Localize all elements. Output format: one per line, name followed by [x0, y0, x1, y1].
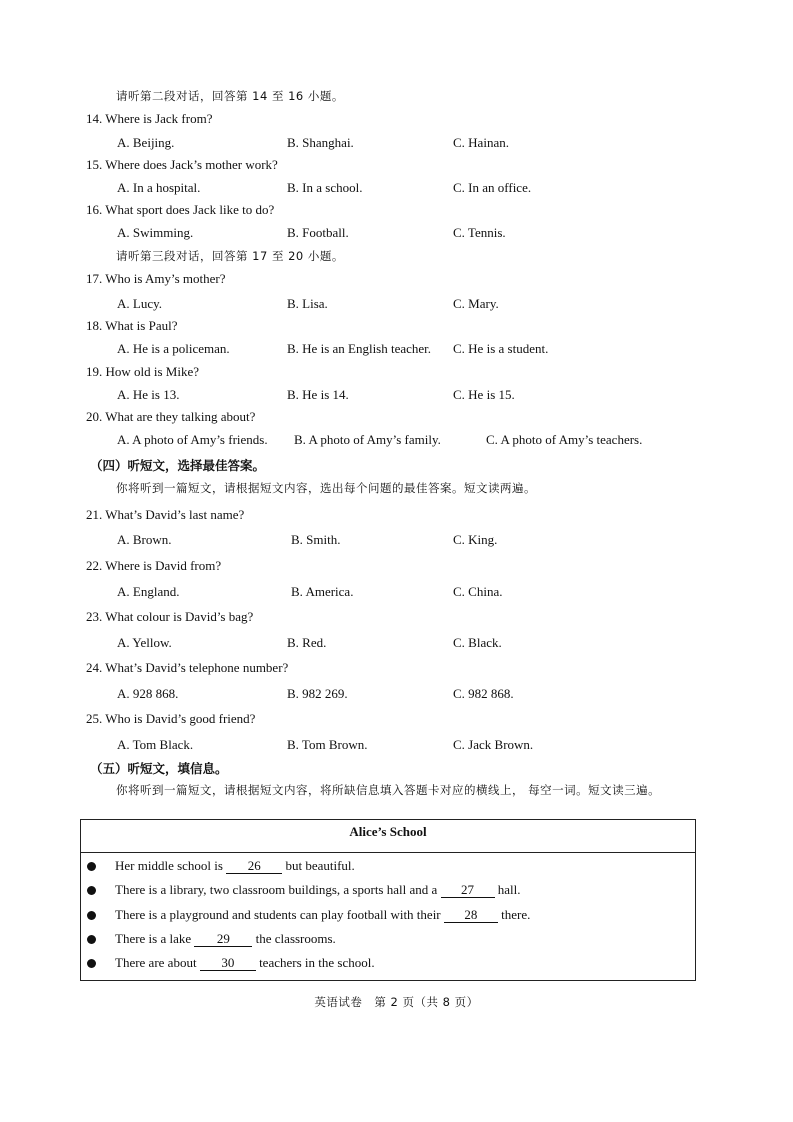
row-text-after: but beautiful.: [282, 858, 355, 873]
q19-option-c: C. He is 15.: [453, 387, 515, 402]
q18-option-a: A. He is a policeman.: [117, 341, 230, 356]
question-23: 23. What colour is David’s bag?: [86, 609, 254, 624]
q21-option-b: B. Smith.: [291, 532, 341, 547]
q18-option-c: C. He is a student.: [453, 341, 549, 356]
q14-option-c: C. Hainan.: [453, 135, 509, 150]
row-text-before: There is a library, two classroom buildings, a sports hall and a: [115, 882, 441, 897]
q17-option-c: C. Mary.: [453, 296, 499, 311]
q20-option-a: A. A photo of Amy’s friends.: [117, 432, 268, 447]
q21-option-a: A. Brown.: [117, 532, 172, 547]
part5-heading: （五）听短文，填信息。: [90, 761, 228, 776]
q24-option-a: A. 928 868.: [117, 686, 179, 701]
q17-option-a: A. Lucy.: [117, 296, 163, 311]
q22-option-a: A. England.: [117, 584, 180, 599]
table-title: Alice’s School: [81, 820, 695, 853]
part5-instruction: 你将听到一篇短文，请根据短文内容，将所缺信息填入答题卡对应的横线上， 每空一词。短文读三遍。: [116, 783, 661, 797]
q22-option-c: C. China.: [453, 584, 503, 599]
answer-blank-30: 30: [200, 956, 256, 971]
bullet-icon: [87, 886, 96, 895]
q24-option-c: C. 982 868.: [453, 686, 514, 701]
q14-option-b: B. Shanghai.: [287, 135, 354, 150]
row-text-before: There are about: [115, 955, 200, 970]
answer-blank-29: 29: [194, 932, 252, 947]
q15-option-a: A. In a hospital.: [117, 180, 201, 195]
row-text-after: there.: [497, 907, 531, 922]
q16-option-c: C. Tennis.: [453, 225, 506, 240]
part4-heading: （四）听短文，选择最佳答案。: [90, 458, 266, 473]
q18-option-b: B. He is an English teacher.: [287, 341, 432, 356]
q20-option-b: B. A photo of Amy’s family.: [294, 432, 441, 447]
answer-blank-28: 28: [444, 908, 498, 923]
row-text-after: teachers in the school.: [255, 955, 375, 970]
bullet-icon: [87, 911, 96, 920]
row-text-before: There is a playground and students can play football with their: [115, 907, 444, 922]
q19-option-a: A. He is 13.: [117, 387, 180, 402]
page-footer: 英语试卷 第 2 页（共 8 页）: [314, 995, 479, 1009]
q15-option-c: C. In an office.: [453, 180, 532, 195]
q22-option-b: B. America.: [291, 584, 354, 599]
q23-option-b: B. Red.: [287, 635, 327, 650]
bullet-icon: [87, 959, 96, 968]
bullet-icon: [87, 862, 96, 871]
q25-option-b: B. Tom Brown.: [287, 737, 368, 752]
q21-option-c: C. King.: [453, 532, 498, 547]
question-17: 17. Who is Amy’s mother?: [86, 271, 226, 286]
q25-option-a: A. Tom Black.: [117, 737, 194, 752]
question-19: 19. How old is Mike?: [86, 364, 200, 379]
q23-option-c: C. Black.: [453, 635, 502, 650]
part4-instruction: 你将听到一篇短文，请根据短文内容，选出每个问题的最佳答案。短文读两遍。: [116, 481, 536, 495]
q25-option-c: C. Jack Brown.: [453, 737, 534, 752]
q20-option-c: C. A photo of Amy’s teachers.: [486, 432, 643, 447]
section2-instruction: 请听第二段对话，回答第 14 至 16 小题。: [116, 89, 344, 103]
row-text-after: the classrooms.: [252, 931, 336, 946]
q15-option-b: B. In a school.: [287, 180, 363, 195]
q23-option-a: A. Yellow.: [117, 635, 172, 650]
bullet-icon: [87, 935, 96, 944]
info-table: [80, 819, 696, 981]
question-21: 21. What’s David’s last name?: [86, 507, 245, 522]
q19-option-b: B. He is 14.: [287, 387, 349, 402]
answer-blank-26: 26: [226, 859, 282, 874]
question-25: 25. Who is David’s good friend?: [86, 711, 256, 726]
answer-blank-27: 27: [441, 883, 495, 898]
row-text-before: Her middle school is: [115, 858, 227, 873]
q17-option-b: B. Lisa.: [287, 296, 328, 311]
row-text-before: There is a lake: [115, 931, 195, 946]
question-22: 22. Where is David from?: [86, 558, 222, 573]
question-16: 16. What sport does Jack like to do?: [86, 202, 275, 217]
q16-option-a: A. Swimming.: [117, 225, 194, 240]
question-14: 14. Where is Jack from?: [86, 111, 213, 126]
q16-option-b: B. Football.: [287, 225, 349, 240]
q14-option-a: A. Beijing.: [117, 135, 175, 150]
question-24: 24. What’s David’s telephone number?: [86, 660, 289, 675]
question-20: 20. What are they talking about?: [86, 409, 256, 424]
question-18: 18. What is Paul?: [86, 318, 178, 333]
section3-instruction: 请听第三段对话，回答第 17 至 20 小题。: [116, 249, 344, 263]
question-15: 15. Where does Jack’s mother work?: [86, 157, 278, 172]
q24-option-b: B. 982 269.: [287, 686, 348, 701]
row-text-after: hall.: [494, 882, 521, 897]
